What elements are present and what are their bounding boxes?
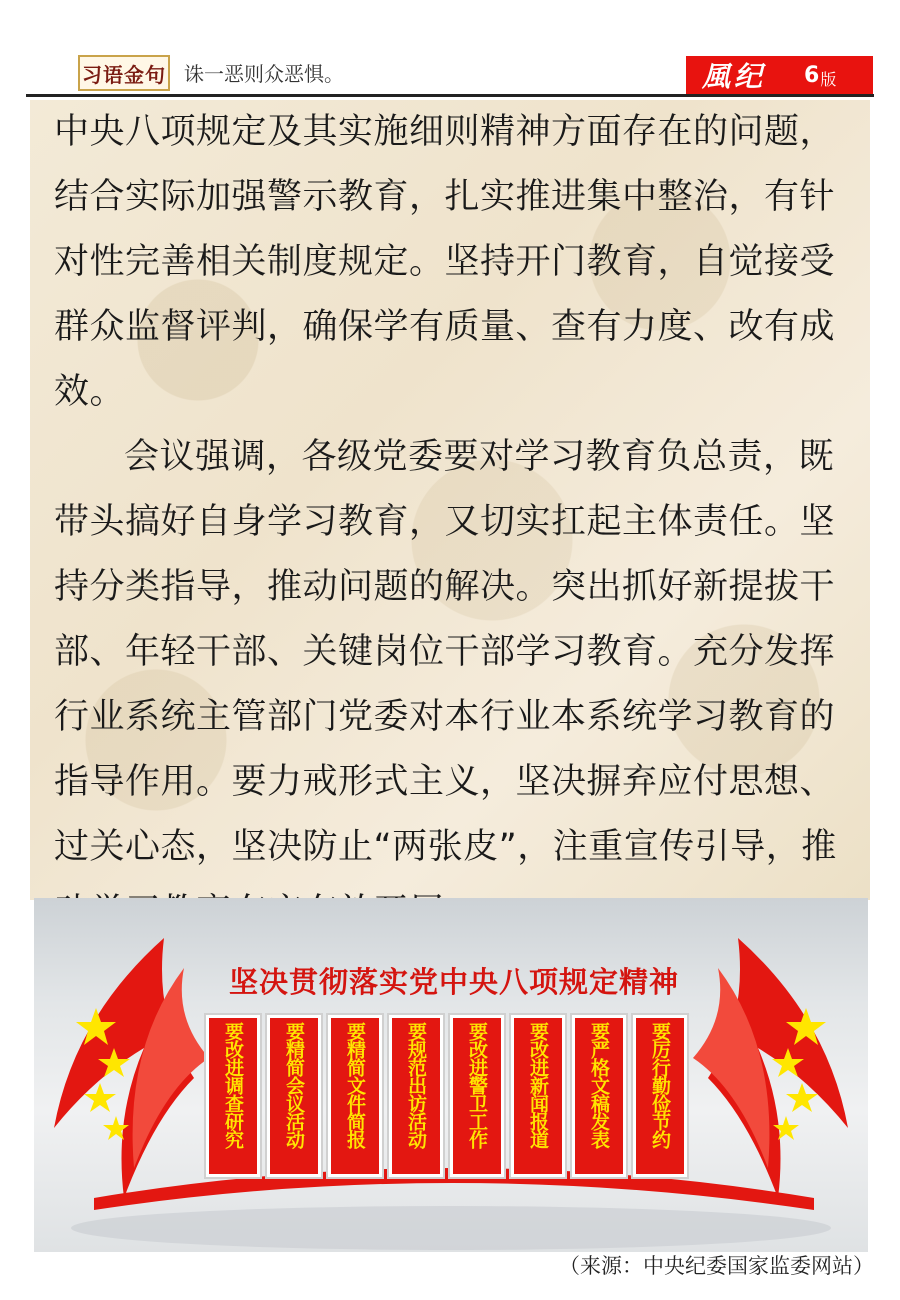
poster-panel-text: 要精简会议活动 [283,1022,305,1148]
poster-panel [633,1015,687,1177]
poster-panel-text: 要改进新闻报道 [527,1022,549,1148]
poster-panel [572,1015,626,1177]
poster-panel-text: 要厉行勤俭节约 [649,1022,671,1148]
article-paragraph: 中央八项规定及其实施细则精神方面存在的问题，结合实际加强警示教育，扎实推进集中整治，有针对性完善相关制度规定。坚持开门教育，自觉接受群众监督评判，确保学有质量、查有力度、改有成效。 [54,112,836,412]
image-source-caption: （来源：中央纪委国家监委网站） [559,1254,874,1278]
poster-title: 坚决贯彻落实党中央八项规定精神 [228,965,679,999]
poster-panel [511,1015,565,1177]
poster-panel-text: 要规范出访活动 [405,1022,427,1148]
poster-panel [389,1015,443,1177]
header-motto: 诛一恶则众恶惧。 [184,62,344,86]
section-tag [686,56,873,94]
header-rule [26,94,874,97]
section-name: 風纪 [702,60,767,93]
page-number: 6 [804,62,820,88]
poster-panel [450,1015,504,1177]
poster-panel [206,1015,260,1177]
page-unit: 版 [820,69,837,89]
column-logo: 习语金句 [78,55,170,91]
poster-panel-text: 要改进调查研究 [222,1022,244,1148]
poster-panel [328,1015,382,1177]
article-paragraph: 会议强调，各级党委要对学习教育负总责，既带头搞好自身学习教育，又切实扛起主体责任。坚持分类指导，推动问题的解决。突出抓好新提拔干部、年轻干部、关键岗位干部学习教育。充分发挥行业系统主管部门党委对本行业本系统学习教育的指导作用。要力戒形式主义，坚决摒弃应付思想、过关心态，坚决防止“两张皮”，注重宣传引导，推 [54,437,837,867]
poster-panel-text: 要精简文件简报 [344,1022,366,1148]
page-header [0,0,900,100]
poster-panels [206,1015,706,1175]
poster-panel-text: 要改进警卫工作 [466,1022,488,1148]
poster-panel [267,1015,321,1177]
poster-panel-text: 要严格文稿发表 [588,1022,610,1148]
article-body [30,100,870,900]
poster-image [34,898,868,1252]
